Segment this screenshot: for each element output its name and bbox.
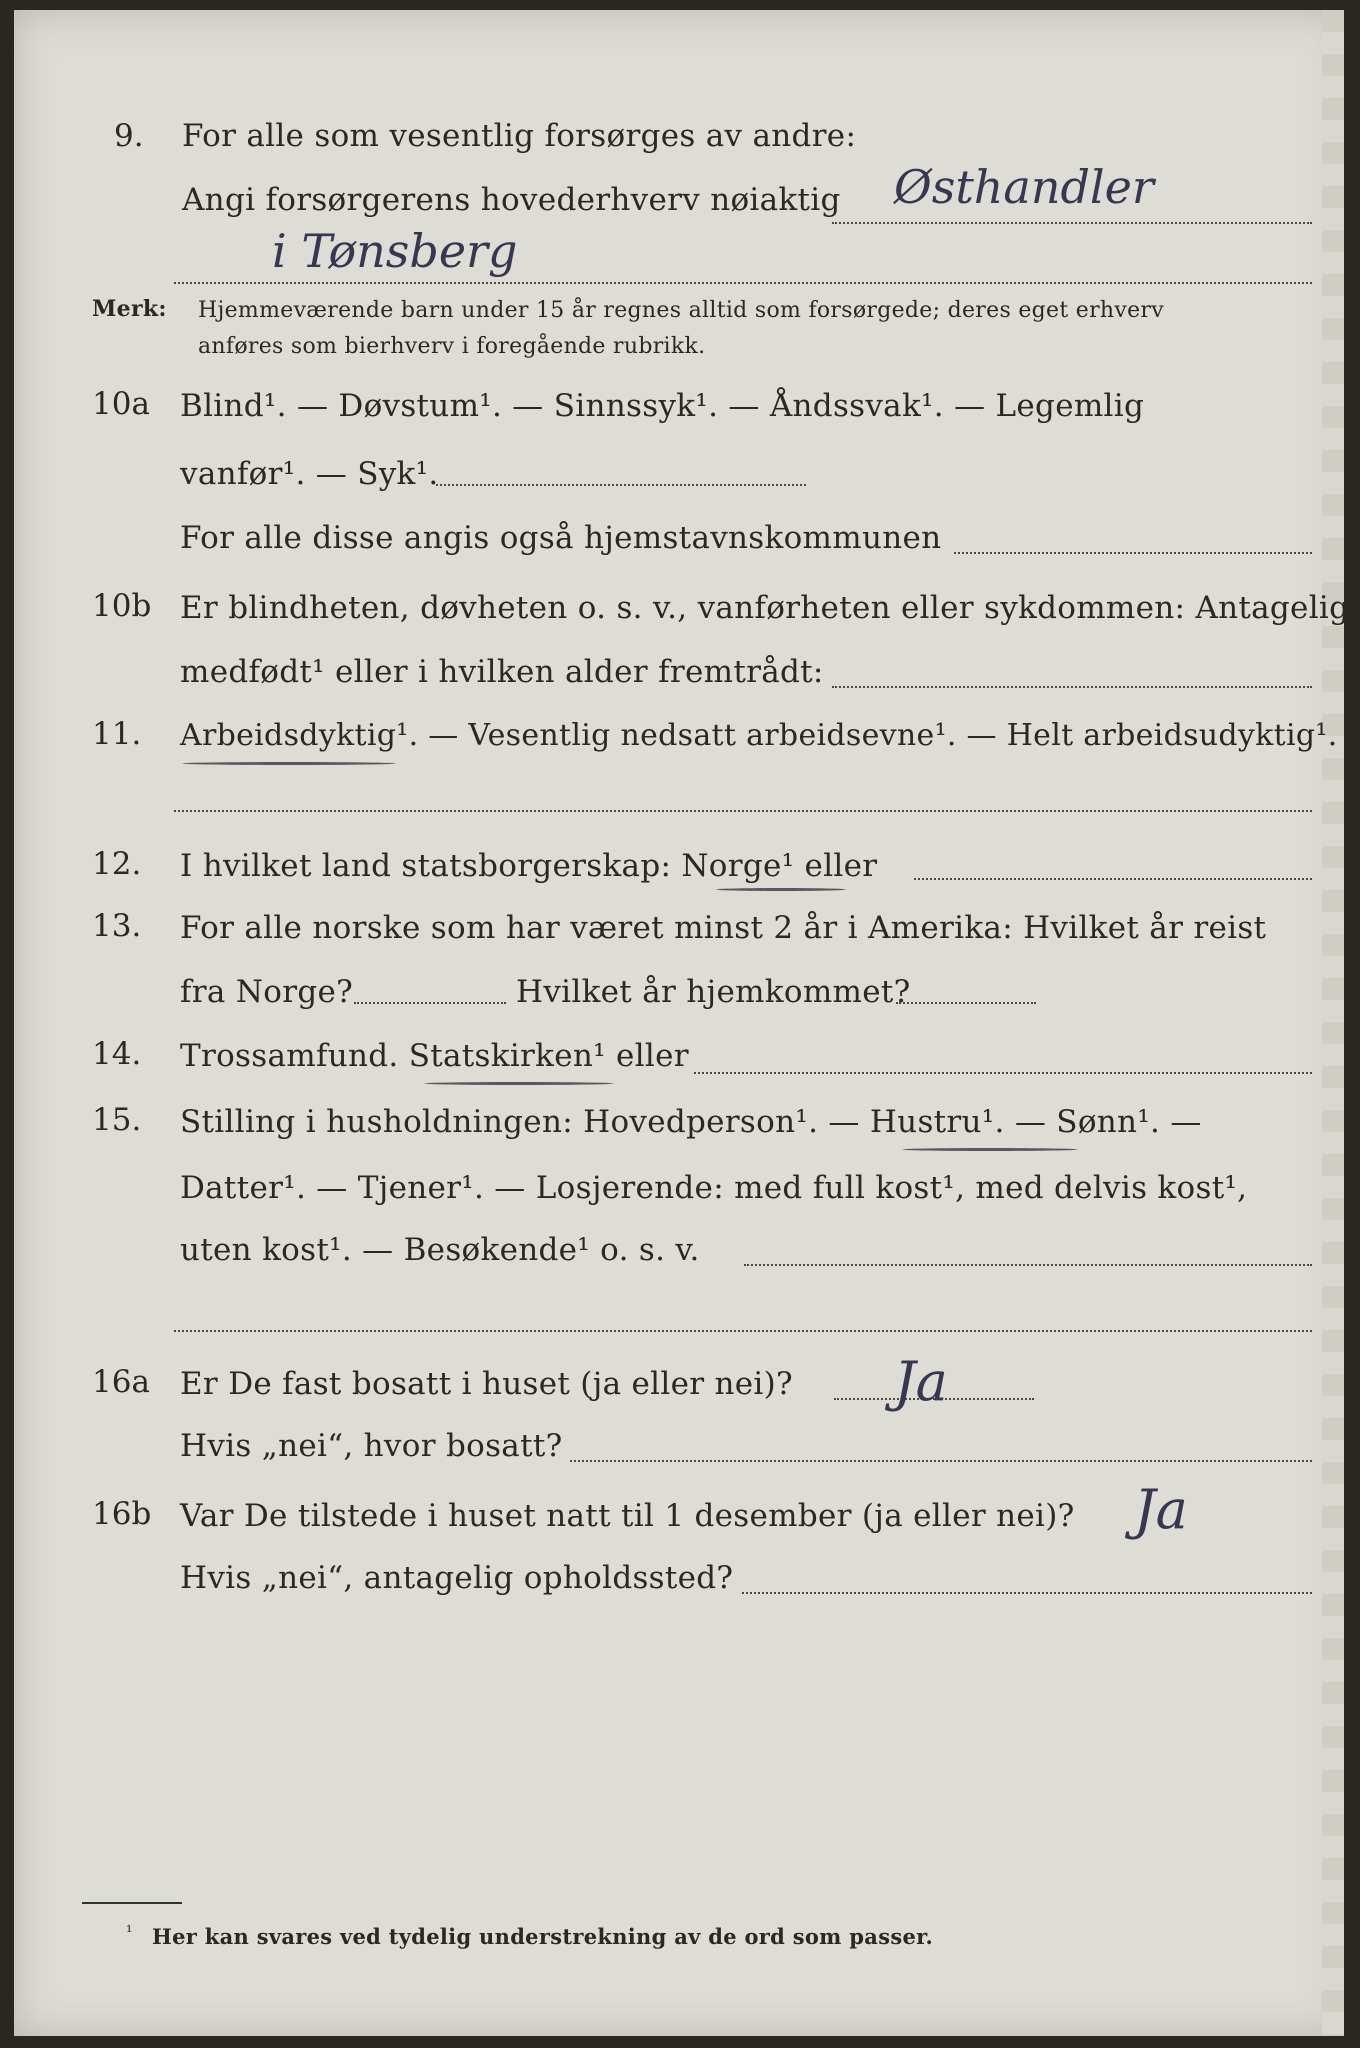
q9-line1: For alle som vesentlig forsørges av andre: bbox=[182, 118, 857, 154]
merk-line2: anføres som bierhverv i foregående rubrikk. bbox=[198, 334, 706, 359]
q16a-handwritten-answer: Ja bbox=[894, 1350, 948, 1413]
q10b-number: 10b bbox=[92, 588, 152, 624]
q15-line1: Stilling i husholdningen: Hovedperson¹. — Hustru¹. — Sønn¹. — bbox=[180, 1104, 1202, 1140]
q13-line2b: Hvilket år hjemkommet? bbox=[516, 974, 911, 1010]
q9-answer-line2 bbox=[174, 282, 1312, 284]
q12-answer-line bbox=[914, 878, 1312, 880]
q14-line1: Trossamfund. Statskirken¹ eller bbox=[180, 1038, 689, 1074]
q9-handwritten-answer2: i Tønsberg bbox=[272, 224, 518, 278]
footnote-text: Her kan svares ved tydelig understrekning av de ord som passer. bbox=[152, 1924, 934, 1949]
q15-line2: Datter¹. — Tjener¹. — Losjerende: med full kost¹, med delvis kost¹, bbox=[180, 1170, 1248, 1206]
q12-line1: I hvilket land statsborgerskap: Norge¹ eller bbox=[180, 848, 878, 884]
q16a-line2: Hvis „nei“, hvor bosatt? bbox=[180, 1428, 563, 1464]
footnote-rule bbox=[82, 1902, 182, 1904]
q10a-number: 10a bbox=[92, 386, 150, 422]
q16b-line2: Hvis „nei“, antagelig opholdssted? bbox=[180, 1560, 734, 1596]
q14-answer-line bbox=[694, 1072, 1312, 1074]
q13-return-line bbox=[896, 1002, 1036, 1004]
page-edge bbox=[1322, 10, 1344, 2036]
q16a-line1: Er De fast bosatt i huset (ja eller nei)? bbox=[180, 1366, 793, 1402]
q16a-number: 16a bbox=[92, 1364, 150, 1400]
q9-answer-line1 bbox=[832, 222, 1312, 224]
q16b-location-line bbox=[742, 1592, 1312, 1594]
q10a-answer-line bbox=[436, 484, 806, 486]
q14-underline-statskirken bbox=[424, 1082, 614, 1085]
q11-underline-arbeidsdyktig bbox=[182, 762, 396, 765]
q15-number: 15. bbox=[92, 1102, 142, 1138]
q11-answer-line bbox=[174, 810, 1312, 812]
q9-line2: Angi forsørgerens hovederhverv nøiaktig bbox=[182, 182, 841, 218]
q16b-number: 16b bbox=[92, 1496, 152, 1532]
q10b-answer-line bbox=[832, 686, 1312, 688]
q10a-hometown-line bbox=[954, 552, 1312, 554]
q15-answer-line2 bbox=[174, 1330, 1312, 1332]
q16a-residence-line bbox=[570, 1460, 1312, 1462]
q11-line1: Arbeidsdyktig¹. — Vesentlig nedsatt arbeidsevne¹. — Helt arbeidsudyktig¹. bbox=[180, 718, 1338, 753]
q13-line2a: fra Norge? bbox=[180, 974, 354, 1010]
q10a-line3: For alle disse angis også hjemstavnskommunen bbox=[180, 520, 942, 556]
q12-number: 12. bbox=[92, 846, 142, 882]
q11-number: 11. bbox=[92, 716, 142, 752]
q13-number: 13. bbox=[92, 908, 142, 944]
q16b-handwritten-answer: Ja bbox=[1134, 1478, 1188, 1541]
q14-number: 14. bbox=[92, 1036, 142, 1072]
q15-line3: uten kost¹. — Besøkende¹ o. s. v. bbox=[180, 1232, 700, 1268]
q10b-line2: medfødt¹ eller i hvilken alder fremtrådt: bbox=[180, 654, 824, 690]
footnote-marker: ¹ bbox=[126, 1922, 133, 1941]
q10b-line1: Er blindheten, døvheten o. s. v., vanførheten eller sykdommen: Antagelig bbox=[180, 590, 1350, 626]
q13-departure-line bbox=[354, 1002, 506, 1004]
merk-line1: Hjemmeværende barn under 15 år regnes alltid som forsørgede; deres eget erhverv bbox=[198, 298, 1164, 323]
census-form-page bbox=[14, 10, 1350, 2036]
q10a-line2: vanfør¹. — Syk¹. bbox=[180, 456, 439, 492]
q15-answer-line bbox=[744, 1264, 1312, 1266]
q12-underline-norge bbox=[716, 888, 846, 891]
q10a-line1: Blind¹. — Døvstum¹. — Sinnssyk¹. — Åndssvak¹. — Legemlig bbox=[180, 388, 1145, 424]
q9-handwritten-answer1: Østhandler bbox=[894, 160, 1154, 214]
q15-underline-hustru bbox=[902, 1148, 1078, 1151]
q13-line1: For alle norske som har været minst 2 år i Amerika: Hvilket år reist bbox=[180, 910, 1267, 946]
q9-number: 9. bbox=[114, 118, 144, 154]
merk-label: Merk: bbox=[92, 296, 167, 322]
q16b-line1: Var De tilstede i huset natt til 1 desember (ja eller nei)? bbox=[180, 1498, 1075, 1534]
